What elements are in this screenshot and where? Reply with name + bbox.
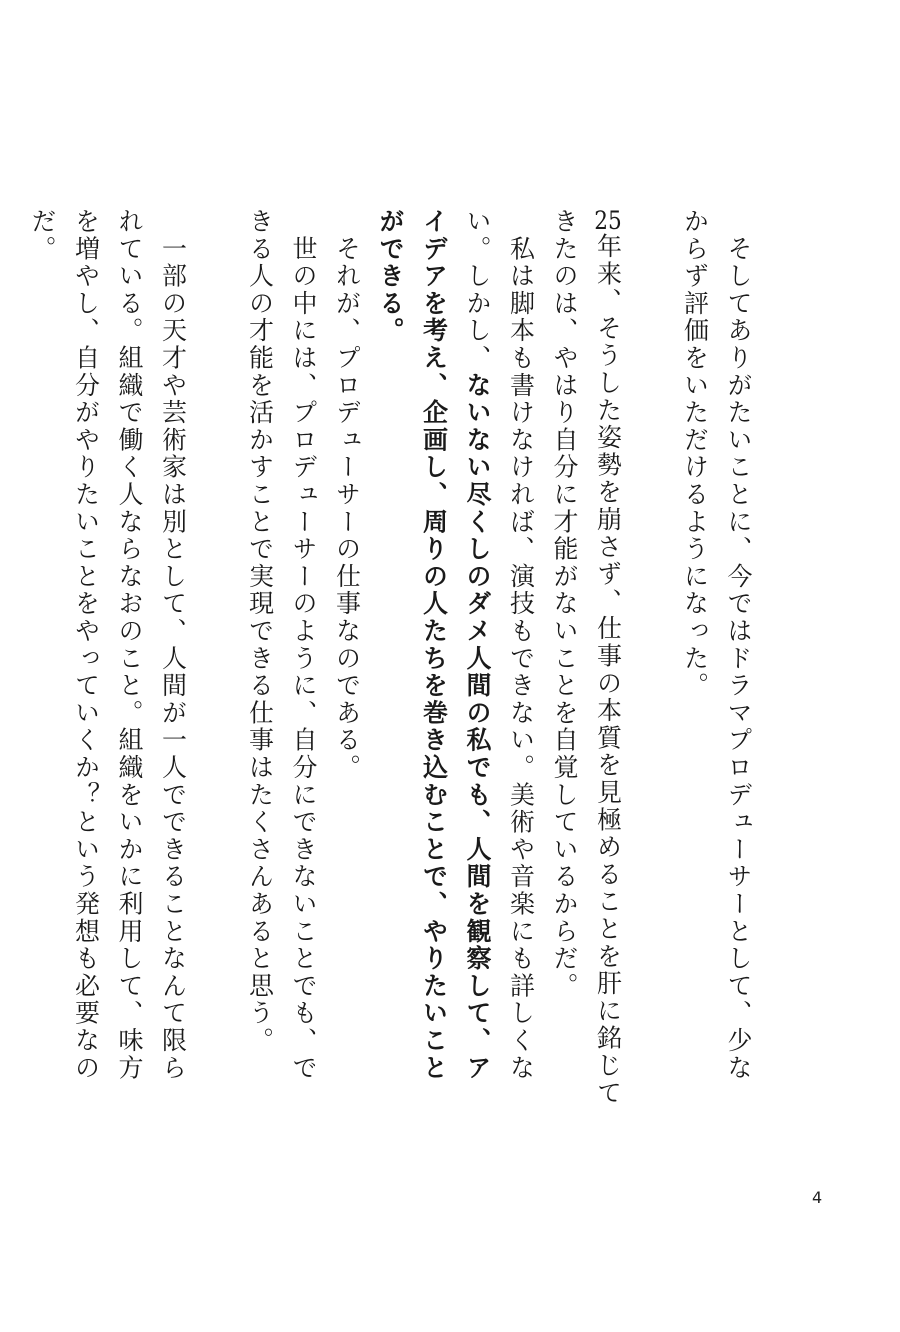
paragraph-1-text: そしてありがたいことに、今ではドラマプロデューサーとして、少なからず評価をいただけるようになった。 [680,208,753,1082]
paragraph-2-number: 25 [594,208,622,233]
page-number: 4 [812,1188,823,1207]
paragraph-3-bold-text: ないない尽くしのダメ人間の私でも、人間を観察して、アイデアを考え、企画し、周りの人たちを巻き込むことで、やりたいことができる。 [376,208,492,1082]
vertical-text-body [21,208,761,1108]
paragraph-6 [21,208,195,1108]
paragraph-3-lead: 私は脚本も書けなければ、演技もできない。美術や音楽にも詳しくない。しかし、 [463,208,536,1082]
paragraph-2-text: 年来、そうした姿勢を崩さず、仕事の本質を見極めることを肝に銘じてきたのは、やはり自分に才能がないことを自覚しているからだ。 [550,208,623,1107]
paragraph-4 [325,208,369,1108]
paragraph-spacer [195,208,239,1108]
paragraph-6-text: 一部の天才や芸術家は別として、人間が一人でできることなんて限られている。組織で働く人ならなおのこと。組織をいかに利用して、味方を増やし、自分がやりたいことをやっていくか？という発想も必要なのだ。 [28,208,188,1082]
paragraph-5 [238,208,325,1108]
paragraph-1 [673,208,760,1108]
paragraph-5-text: 世の中には、プロデューサーのように、自分にできないことでも、できる人の才能を活かすことで実現できる仕事はたくさんあると思う。 [245,208,318,1082]
paragraph-4-text: それが、プロデューサーの仕事なのである。 [332,235,362,782]
paragraph-spacer [630,208,674,1108]
paragraph-3 [369,208,543,1108]
paragraph-2 [543,208,630,1108]
